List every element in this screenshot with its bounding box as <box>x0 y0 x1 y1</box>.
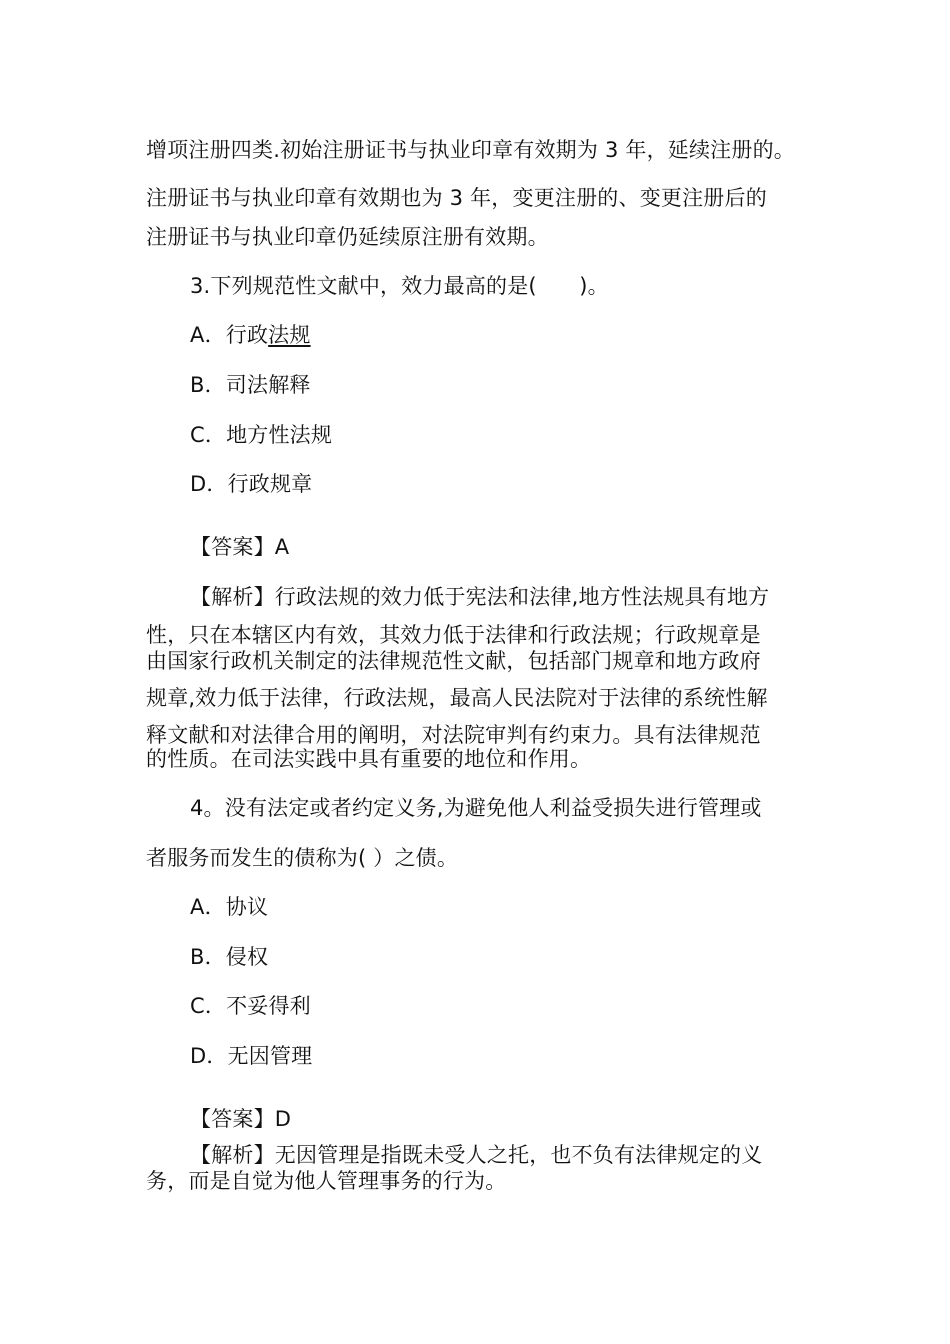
paragraph-line: 增项注册四类.初始注册证书与执业印章有效期为 3 年，延续注册的。 <box>146 138 795 162</box>
analysis-line: 【解析】行政法规的效力低于宪法和法律,地方性法规具有地方 <box>190 585 770 609</box>
analysis-line: 规章,效力低于法律，行政法规，最高人民法院对于法律的系统性解 <box>146 686 768 710</box>
question-4: 4。没有法定或者约定义务,为避免他人利益受损失进行管理或 <box>190 796 762 820</box>
option-c: C．不妥得利 <box>190 994 311 1018</box>
option-a-underlined-text: 法规 <box>268 323 311 347</box>
option-c: C．地方性法规 <box>190 423 333 447</box>
option-a <box>190 322 311 348</box>
answer: 【答案】A <box>190 535 290 559</box>
option-d: D．无因管理 <box>190 1044 313 1068</box>
option-a-text: A．行政 <box>190 323 269 347</box>
analysis-line: 的性质。在司法实践中具有重要的地位和作用。 <box>146 747 592 771</box>
option-b: B．司法解释 <box>190 373 311 397</box>
question-4-continued: 者服务而发生的债称为( ）之债。 <box>146 846 459 870</box>
analysis-line: 【解析】无因管理是指既未受人之托，也不负有法律规定的义 <box>190 1143 763 1167</box>
analysis-line: 释文献和对法律合用的阐明，对法院审判有约束力。具有法律规范 <box>146 723 761 747</box>
question-3: 3.下列规范性文献中，效力最高的是( )。 <box>190 274 609 298</box>
option-d: D．行政规章 <box>190 472 313 496</box>
analysis-line: 由国家行政机关制定的法律规范性文献，包括部门规章和地方政府 <box>146 649 761 673</box>
paragraph-line: 注册证书与执业印章仍延续原注册有效期。 <box>146 225 549 249</box>
option-a: A．协议 <box>190 895 269 919</box>
analysis-line: 性，只在本辖区内有效，其效力低于法律和行政法规；行政规章是 <box>146 623 761 647</box>
answer: 【答案】D <box>190 1107 292 1131</box>
analysis-line: 务，而是自觉为他人管理事务的行为。 <box>146 1169 507 1193</box>
paragraph-line: 注册证书与执业印章有效期也为 3 年，变更注册的、变更注册后的 <box>146 186 767 210</box>
option-b: B．侵权 <box>190 945 269 969</box>
